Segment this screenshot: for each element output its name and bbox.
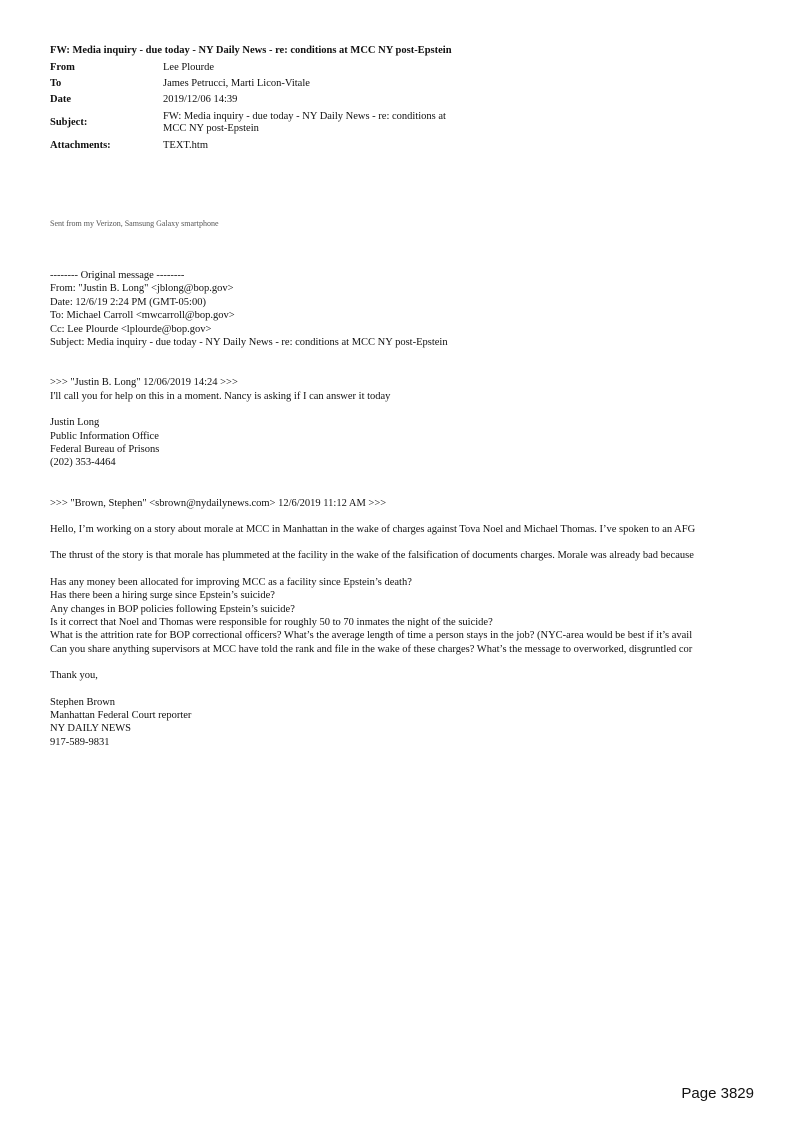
long-signature-phone: (202) 353-4464	[50, 457, 116, 469]
brown-question-5: What is the attrition rate for BOP correctional officers? What’s the average length of time a person stays in the job? (NYC-area would be best if it’s avail	[50, 630, 693, 642]
subject-label: Subject:	[50, 117, 88, 128]
subject-value-line1: FW: Media inquiry - due today - NY Daily News - re: conditions at	[163, 111, 446, 122]
brown-signature-name: Stephen Brown	[50, 696, 116, 708]
brown-paragraph-1: Hello, I’m working on a story about morale at MCC in Manhattan in the wake of charges against Tova Noel and Michael Thomas. I’ve spoken to an AFG	[50, 524, 696, 536]
long-signature-org: Federal Bureau of Prisons	[50, 443, 160, 455]
from-value: Lee Plourde	[163, 62, 215, 73]
long-signature-name: Justin Long	[50, 417, 100, 429]
date-row	[50, 92, 503, 108]
brown-signature-org: NY DAILY NEWS	[50, 723, 131, 735]
email-header-table	[50, 60, 503, 154]
sent-from-signature: Sent from my Verizon, Samsung Galaxy smartphone	[50, 219, 219, 228]
brown-question-2: Has there been a hiring surge since Epstein’s suicide?	[50, 590, 275, 602]
date-label: Date	[50, 94, 71, 105]
brown-thanks: Thank you,	[50, 670, 98, 682]
from-label: From	[50, 62, 75, 73]
brown-question-1: Has any money been allocated for improving MCC as a facility since Epstein’s death?	[50, 576, 412, 588]
attachments-label: Attachments:	[50, 140, 111, 151]
to-row	[50, 76, 503, 92]
long-message: I'll call you for help on this in a moment. Nancy is asking if I can answer it today	[50, 390, 391, 402]
subject-value	[163, 108, 503, 138]
email-body	[50, 269, 760, 749]
long-signature-office: Public Information Office	[50, 430, 159, 442]
original-cc: Cc: Lee Plourde <lplourde@bop.gov>	[50, 323, 212, 335]
brown-question-4: Is it correct that Noel and Thomas were responsible for roughly 50 to 70 inmates the night of the suicide?	[50, 617, 493, 629]
brown-question-6: Can you share anything supervisors at MCC have told the rank and file in the wake of these charges? What’s the message to overworked, disgruntled cor	[50, 643, 693, 655]
brown-signature-phone: 917-589-9831	[50, 736, 110, 748]
attachment-link[interactable]: TEXT.htm	[163, 140, 209, 151]
subject-value-line2: MCC NY post-Epstein	[163, 123, 259, 134]
brown-signature-title: Manhattan Federal Court reporter	[50, 709, 192, 721]
page-number: Page 3829	[681, 1085, 754, 1102]
date-value: 2019/12/06 14:39	[163, 94, 238, 105]
original-from: From: "Justin B. Long" <jblong@bop.gov>	[50, 283, 234, 295]
brown-paragraph-2: The thrust of the story is that morale has plummeted at the facility in the wake of the falsification of documents charges. Morale was already bad because	[50, 550, 694, 562]
subject-row	[50, 108, 503, 138]
brown-quote-header: >>> "Brown, Stephen" <sbrown@nydailynews.com> 12/6/2019 11:12 AM >>>	[50, 497, 387, 509]
original-to: To: Michael Carroll <mwcarroll@bop.gov>	[50, 310, 235, 322]
from-row	[50, 60, 503, 76]
to-value: James Petrucci, Marti Licon-Vitale	[163, 78, 310, 89]
original-message-header: -------- Original message --------	[50, 270, 185, 281]
brown-question-3: Any changes in BOP policies following Epstein’s suicide?	[50, 603, 295, 615]
to-label: To	[50, 78, 62, 89]
email-title: FW: Media inquiry - due today - NY Daily News - re: conditions at MCC NY post-Epstein	[50, 45, 452, 56]
original-date: Date: 12/6/19 2:24 PM (GMT-05:00)	[50, 296, 206, 308]
attachments-row	[50, 138, 503, 154]
original-subject: Subject: Media inquiry - due today - NY Daily News - re: conditions at MCC NY post-Epstein	[50, 336, 448, 348]
long-quote-header: >>> "Justin B. Long" 12/06/2019 14:24 >>>	[50, 377, 238, 389]
